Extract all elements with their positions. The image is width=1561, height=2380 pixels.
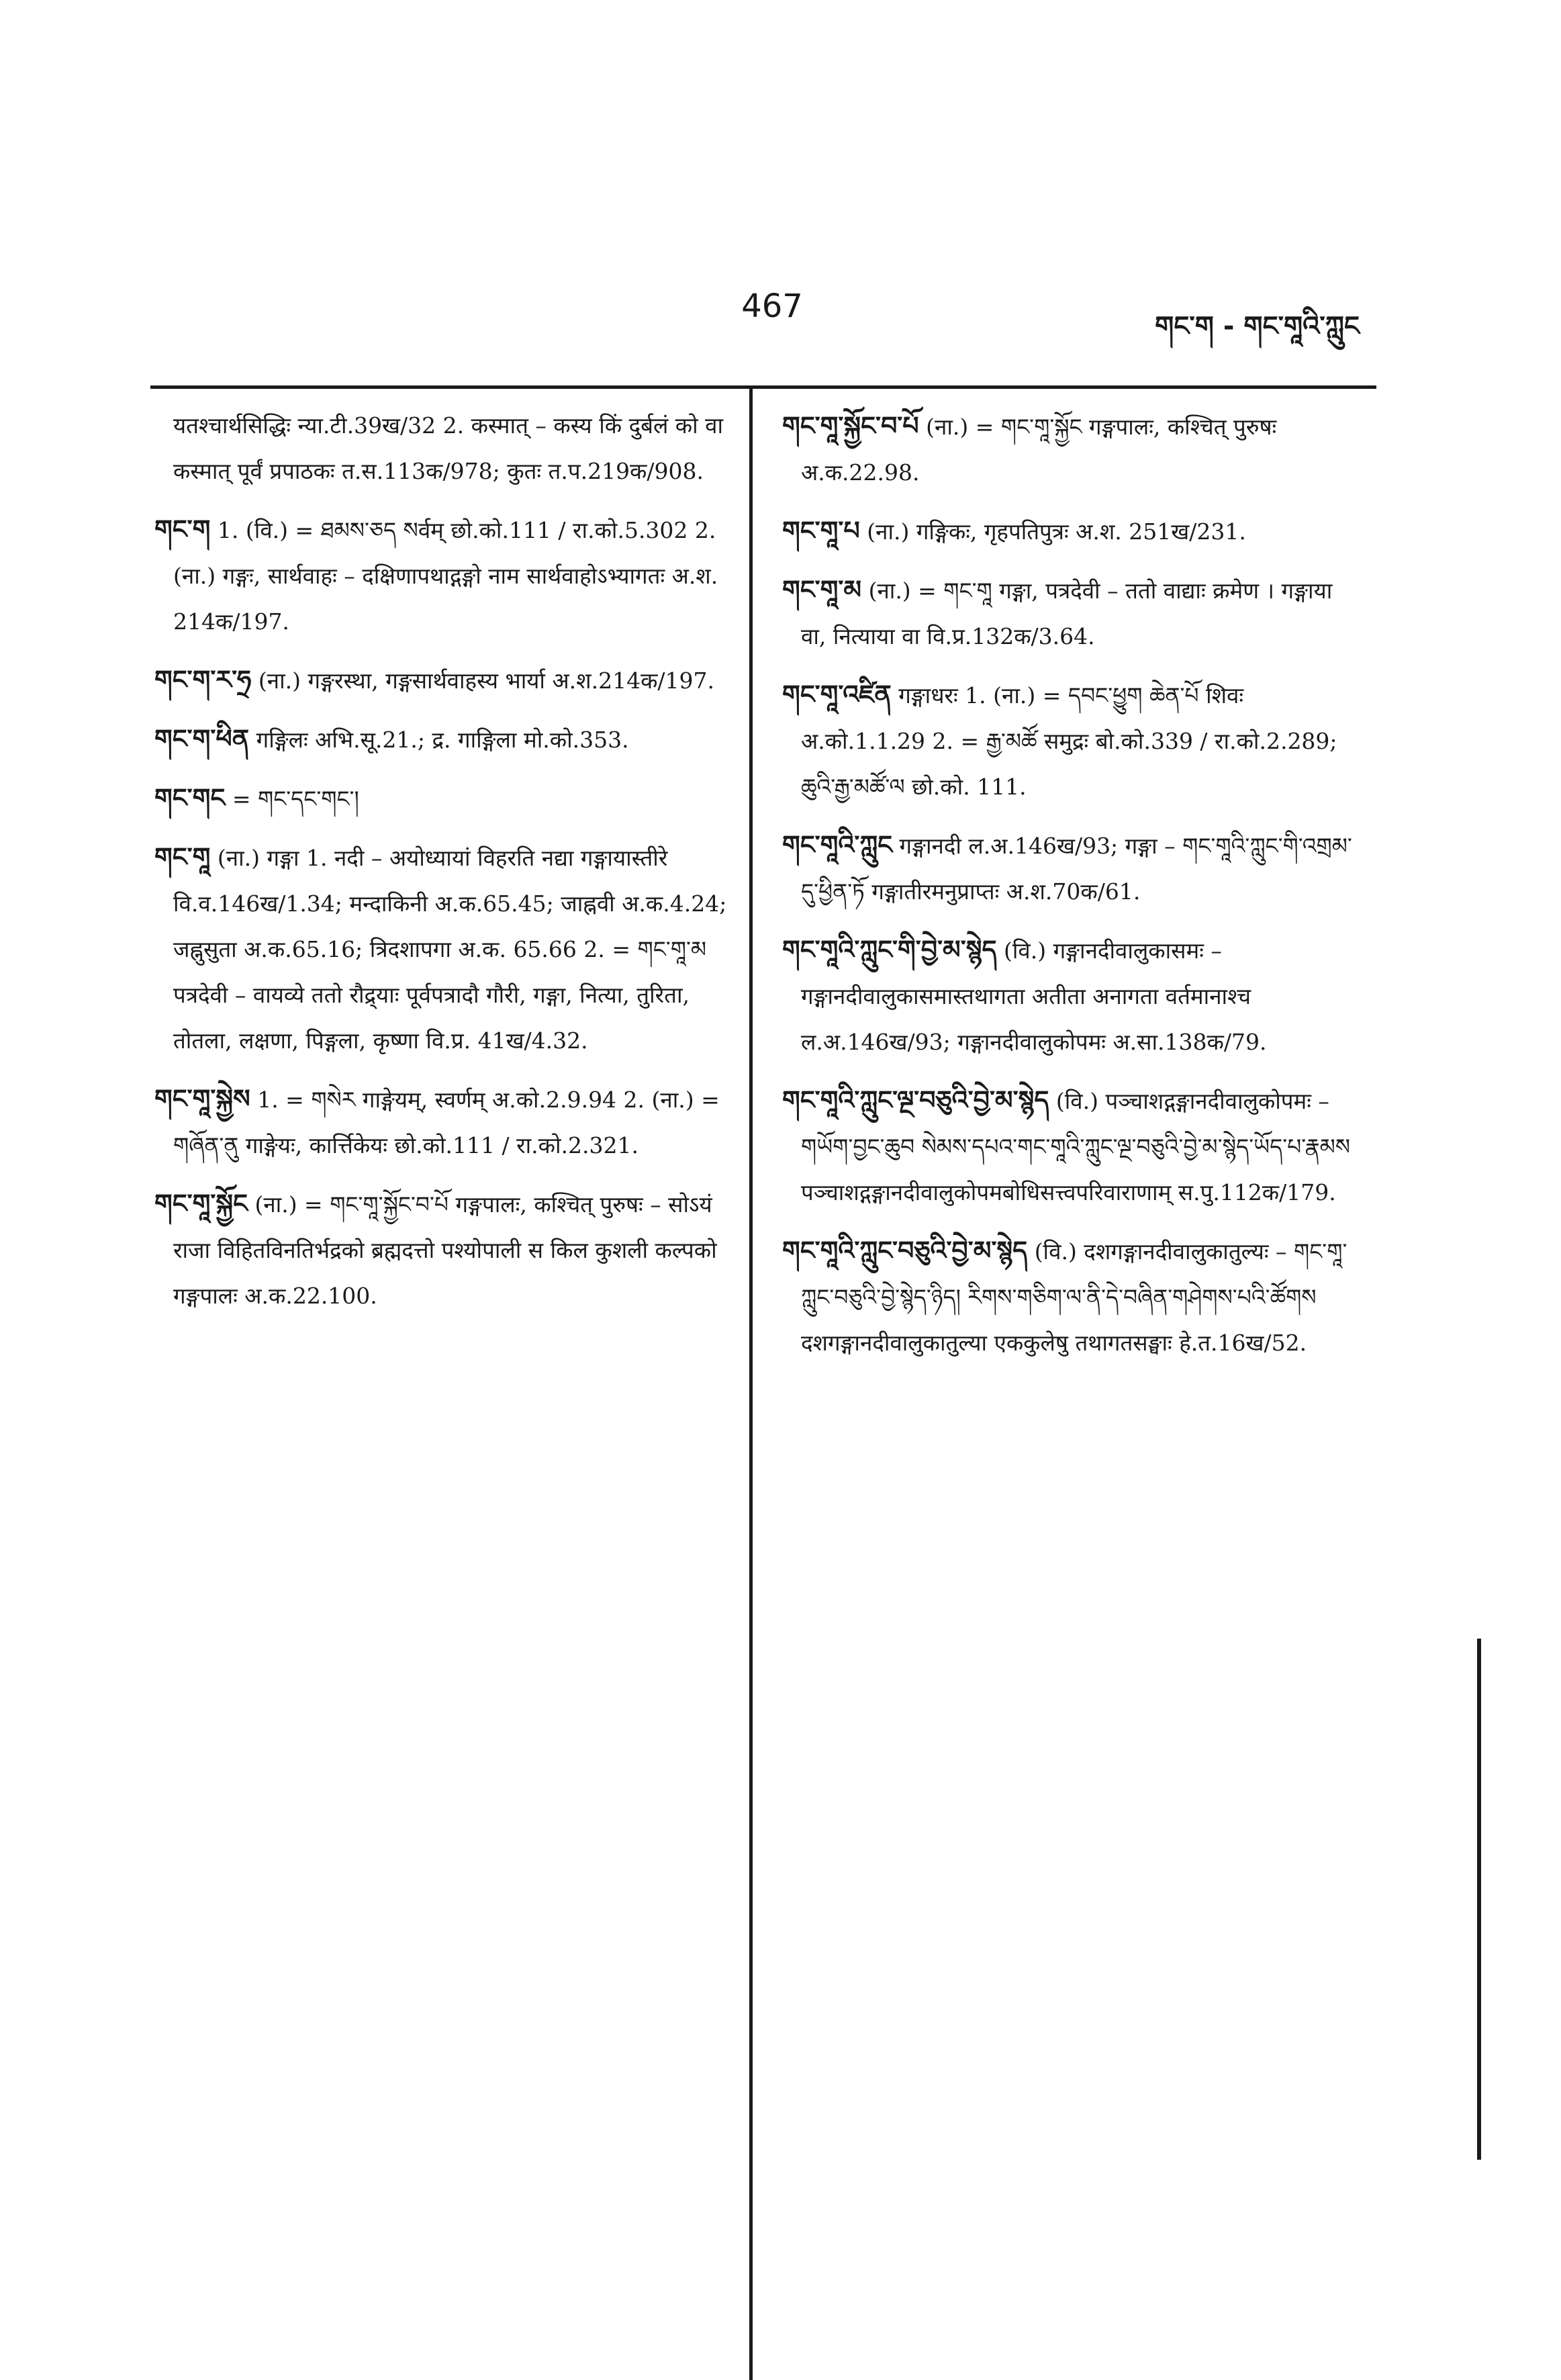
left-column bbox=[154, 403, 732, 1331]
definition: (वि.) दशगङ्गानदीवालुकातुल्यः – གང་གཱ་ཀླུང་བཅུའི་བྱེ་སྙེད་ཉིད། རིགས་གཅིག་ལ་ནི་དེ་བཞིན་གཤེགས་པའི་ཚོགས दशगङ्गानदीवालुकातुल्या एककुलेषु तथागतसङ्घाः हे.त.16ख/52. bbox=[801, 1238, 1347, 1356]
entry bbox=[154, 1076, 732, 1169]
definition: (ना.) गङ्गरस्था, गङ्गसार्थवाहस्य भार्या अ.श.214क/197. bbox=[258, 668, 715, 694]
page-number: 467 bbox=[741, 287, 803, 325]
headword: གང་གཱའི་ཀླུང་ལྔ་བཅུའི་བྱེ་མ་སྙེད bbox=[782, 1085, 1049, 1115]
headword: གང་གཱ་སྐྱེས bbox=[154, 1084, 250, 1113]
entry bbox=[154, 775, 732, 822]
headword: གང་ག་ཕིན bbox=[154, 724, 250, 753]
definition: 1. = གསེར गाङ्गेयम्, स्वर्णम् अ.को.2.9.94 2. (ना.) = གཞོན་ནུ गाङ्गेयः, कार्त्तिकेयः छो.को.111 / रा.को.2.321. bbox=[173, 1087, 720, 1158]
definition: गङ्गानदी ल.अ.146ख/93; गङ्गा – གང་གཱའི་ཀླུང་གི་འགྲམ་དུ་ཕྱིན་ཏོ गङ्गातीरमनुप्राप्तः अ.श.70क/61. bbox=[801, 833, 1352, 905]
entry bbox=[782, 567, 1360, 659]
headword: གང་གཱ་སྐྱོང bbox=[154, 1189, 248, 1218]
definition: 1. (वि.) = ཐམས་ཅད སर्वम् छो.को.111 / रा.को.5.302 2. (ना.) गङ्गः, सार्थवाहः – दक्षिणापथाद्गङ्गो नाम सार्थवाहोऽभ्यागतः अ.श. 214क/197. bbox=[173, 517, 718, 635]
entry bbox=[782, 508, 1360, 555]
headword: གང་གཱ bbox=[154, 842, 211, 872]
entry bbox=[782, 822, 1360, 915]
definition: (वि.) गङ्गानदीवालुकासमः – गङ्गानदीवालुकासमास्तथागता अतीता अनागता वर्तमानाश्च ल.अ.146ख/93; गङ्गानदीवालुकोपमः अ.सा.138क/79. bbox=[801, 937, 1267, 1055]
margin-bar bbox=[1477, 1639, 1481, 2160]
continuation-text: यतश्चार्थसिद्धिः न्या.टी.39ख/32 2. कस्मात् – कस्य किं दुर्बलं को वा कस्मात् पूर्वं प्रपाठकः त.स.113क/978; कुतः त.प.219क/908. bbox=[173, 412, 724, 484]
entry bbox=[782, 672, 1360, 810]
definition: (ना.) = གང་གཱ गङ्गा, पत्रदेवी – ततो वाद्याः क्रमेण । गङ्गाया वा, नित्याया वा वि.प्र.132क/3.64. bbox=[801, 578, 1333, 649]
definition: गङ्गाधरः 1. (ना.) = དབང་ཕྱུག ཆེན་པོ शिवः अ.को.1.1.29 2. = རྒྱ་མཚོ समुद्रः बो.को.339 / रा.को.2.289; ཆུའི་རྒྱ་མཚོ་ལ छो.को. 111. bbox=[801, 682, 1337, 800]
entry bbox=[782, 1228, 1360, 1366]
headword: གང་གཱའི་ཀླུང་གི་བྱེ་མ་སྙེད bbox=[782, 935, 997, 964]
headword: གང་ག་ར་ཧྲ bbox=[154, 665, 252, 694]
entry bbox=[154, 657, 732, 704]
headword: གང་གཱའི་ཀླུང bbox=[782, 830, 893, 860]
running-head: གང་ག - གང་གཱའི་ཀླུང bbox=[1155, 311, 1360, 342]
right-column bbox=[782, 403, 1360, 1378]
headword: གང་གཱ་འཛིན bbox=[782, 680, 892, 709]
column-divider bbox=[749, 388, 753, 2380]
definition: (ना.) = གང་གཱ་སྐྱོང་བ་པོ गङ्गपालः, कश्चित् पुरुषः – सोऽयं राजा विहितविनतिर्भद्रको ब्रह्मदत्तो पश्योपाली स किल कुशली कल्पको गङ्गपालः अ.क.22.100. bbox=[173, 1191, 717, 1309]
entry bbox=[154, 1181, 732, 1319]
definition: (ना.) गङ्गिकः, गृहपतिपुत्रः अ.श. 251ख/231. bbox=[867, 518, 1246, 545]
header-rule bbox=[150, 385, 1376, 389]
headword: གང་ག bbox=[154, 514, 211, 544]
headword: གང་གཱ་མ bbox=[782, 575, 862, 604]
entry bbox=[782, 927, 1360, 1065]
entry bbox=[782, 1077, 1360, 1216]
definition: (वि.) पञ्चाशद्गङ्गानदीवालुकोपमः – གཡོག་བྱང་ཆུབ སེམས་དཔའ་གང་གཱའི་ཀླུང་ལྔ་བཅུའི་བྱེ་མ་སྙེད་ཡོད་པ་རྣམས पञ्चाशद्गङ्गानदीवालुकोपमबोधिसत्त्वपरिवाराणाम् स.पु.112क/179. bbox=[801, 1088, 1351, 1205]
entry bbox=[154, 716, 732, 763]
definition: (ना.) = གང་གཱ་སྐྱོང गङ्गपालः, कश्चित् पुरुषः अ.क.22.98. bbox=[801, 414, 1277, 486]
headword: གང་གཱ་སྐྱོང་བ་པོ bbox=[782, 411, 919, 441]
definition: गङ्गिलः अभि.सू.21.; द्र. गाङ्गिला मो.को.353. bbox=[256, 727, 629, 753]
definition: = གང་དང་གང་། bbox=[232, 786, 359, 812]
headword: གང་གཱ་པ bbox=[782, 516, 860, 545]
entry bbox=[154, 834, 732, 1064]
definition: (ना.) गङ्गा 1. नदी – अयोध्यायां विहरति नद्या गङ्गायास्तीरे वि.व.146ख/1.34; मन्दाकिनी अ.क.65.45; जाह्नवी अ.क.4.24; जह्नुसुता अ.क.65.16; त्रिदशापगा अ.क. 65.66 2. = གང་གཱ་མ पत्रदेवी – वायव्ये ततो रौद्र्याः पूर्वपत्रादौ गौरी, गङ्गा, नित्या, तुरिता, तोतला, लक्षणा, पिङ्गला, कृष्णा वि.प्र. 41ख/4.32. bbox=[173, 845, 727, 1054]
headword: གང་གཱའི་ཀླུང་བཅུའི་བྱེ་མ་སྙེད bbox=[782, 1236, 1028, 1265]
entry bbox=[154, 506, 732, 645]
entry bbox=[782, 403, 1360, 496]
headword: གང་གང bbox=[154, 783, 226, 813]
